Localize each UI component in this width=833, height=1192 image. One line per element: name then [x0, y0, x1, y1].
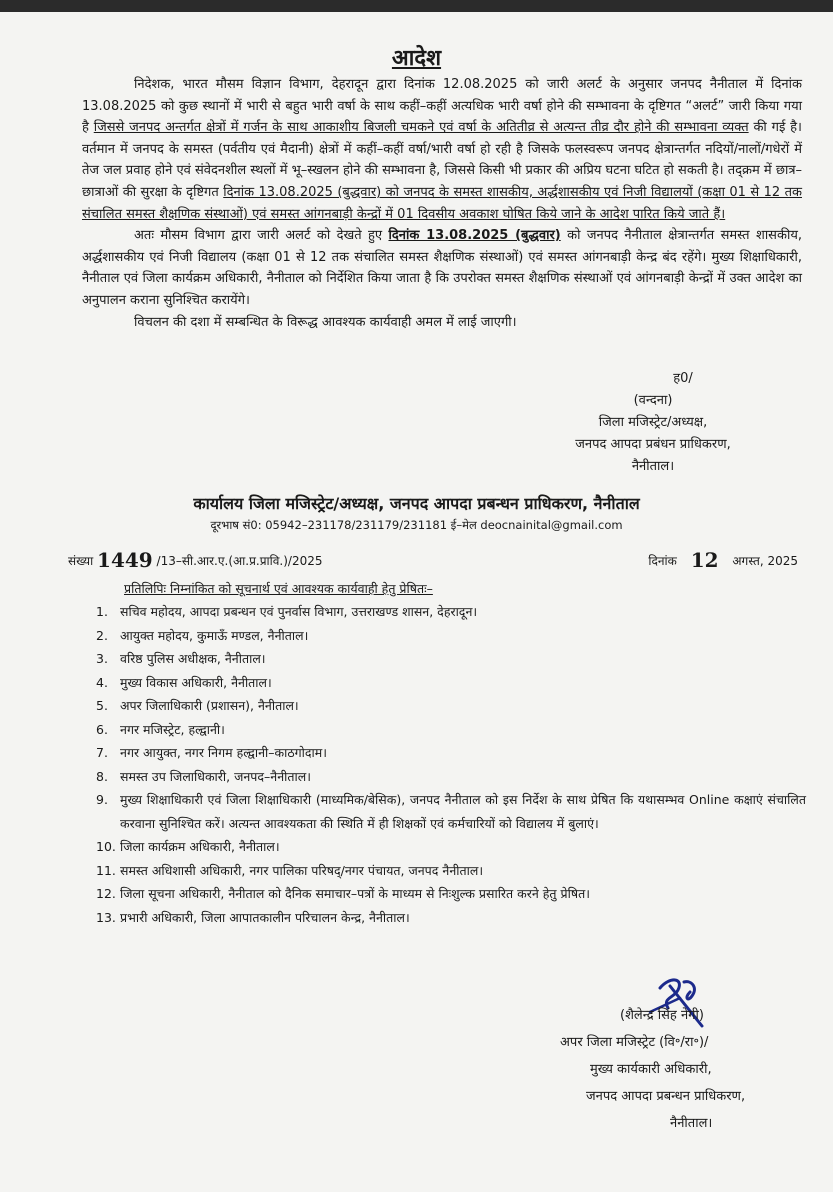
list-item: 1. सचिव महोदय, आपदा प्रबन्धन एवं पुनर्वास विभाग, उत्तराखण्ड शासन, देहरादून।	[96, 604, 478, 619]
date-rest: अगस्त, 2025	[732, 554, 798, 568]
list-item: 4. मुख्य विकास अधिकारी, नैनीताल।	[96, 674, 272, 690]
sig2-line4: नैनीताल।	[670, 1116, 713, 1131]
paragraph-2	[82, 225, 802, 311]
sig1-line4: जनपद आपदा प्रबंधन प्राधिकरण,	[575, 437, 731, 452]
sig1-line2: (वन्दना)	[633, 393, 673, 408]
date-label: दिनांक	[648, 554, 677, 568]
p1-part-a: निदेशक, भारत मौसम विज्ञान विभाग, देहरादून द्वारा दिनांक 12.08.2025 को जारी अलर्ट के अनुसार जनपद नैनीताल में दिनांक 13.08.2025 को कुछ स्थानों में भारी से बहुत भारी वर्षा के साथ कहीं–कहीं अत्यधिक भारी वर्षा होने की सम्भावना के दृष्टिगत “अलर्ट” जारी किया गया है	[82, 77, 802, 136]
sig1-line1: ह0/	[673, 371, 693, 386]
p2-part-b: दिनांक 13.08.2025 (बुद्धवार)	[388, 228, 561, 244]
paragraph-3: विचलन की दशा में सम्बन्धित के विरूद्ध आवश्यक कार्यवाही अमल में लाई जाएगी।	[134, 314, 517, 330]
top-edge	[0, 0, 833, 12]
office-heading: कार्यालय जिला मजिस्ट्रेट/अध्यक्ष, जनपद आपदा प्रबन्धन प्राधिकरण, नैनीताल	[193, 494, 640, 513]
list-item: 5. अपर जिलाधिकारी (प्रशासन), नैनीताल।	[96, 698, 299, 713]
p2-part-a: अतः मौसम विभाग द्वारा जारी अलर्ट को देखते हुए	[134, 228, 383, 244]
cc-heading: प्रतिलिपिः निम्नांकित को सूचनार्थ एवं आवश्यक कार्यवाही हेतु प्रेषितः–	[124, 581, 433, 596]
p2-part-c: को जनपद नैनीताल क्षेत्रान्तर्गत समस्त शासकीय, अर्द्धशासकीय एवं निजी विद्यालय (कक्षा 01 से 12 तक संचालित समस्त शैक्षणिक संस्थाओं) एवं समस्त आंगनबाड़ी केन्द्र बंद रहेंगे। मुख्य शिक्षाधिकारी, नैनीताल एवं जिला कार्यक्रम अधिकारी, नैनीताल को निर्देशित किया जाता है कि उपरोक्त समस्त शैक्षणिक संस्थाओं एवं आंगनबाड़ी केन्द्रों में उक्त आदेश का अनुपालन कराना सुनिश्चित करायेंगे।	[82, 228, 802, 308]
list-item: 10. जिला कार्यक्रम अधिकारी, नैनीताल।	[96, 839, 280, 854]
p1-part-c: की गई है। वर्तमान में जनपद के समस्त (पर्वतीय एवं मैदानी) क्षेत्रों में कहीं–कहीं वर्षा/भारी वर्षा हो रही है जिसके फलस्वरूप जनपद क्षेत्रान्तर्गत नदियों/नालों/गधेरों में तेज जल प्रवाह होने एवं संवेदनशील स्थलों में भू–स्खलन होने की सम्भावना है, जिससे किसी भी प्रकार की अप्रिय घटना घटित हो सकती है। तद्क्रम में छात्र–छात्राओं की सुरक्षा के दृष्टिगत	[82, 120, 802, 200]
list-item: 7. नगर आयुक्त, नगर निगम हल्द्वानी–काठगोदाम।	[96, 745, 327, 760]
sig1-line3: जिला मजिस्ट्रेट/अध्यक्ष,	[598, 415, 708, 430]
recipient-list	[96, 600, 806, 929]
ref-label: संख्या	[68, 554, 94, 568]
list-item: 13. प्रभारी अधिकारी, जिला आपातकालीन परिचालन केन्द्र, नैनीताल।	[96, 909, 410, 925]
ref-suffix: /13–सी.आर.ए.(आ.प्र.प्रावि.)/2025	[156, 554, 323, 568]
p1-part-b: जिससे जनपद अन्तर्गत क्षेत्रों में गर्जन के साथ आकाशीय बिजली चमकने एवं वर्षा के अतितीव्र से अत्यन्त तीव्र दौर होने की सम्भावना व्यक्त	[93, 120, 749, 136]
signatory-2-block	[560, 1002, 830, 1137]
sig2-line3: जनपद आपदा प्रबन्धन प्राधिकरण,	[586, 1089, 746, 1104]
order-document	[0, 12, 833, 1192]
list-item: 6. नगर मजिस्ट्रेट, हल्द्वानी।	[96, 721, 225, 737]
list-item: 12. जिला सूचना अधिकारी, नैनीताल को दैनिक समाचार–पत्रों के माध्यम से निःशुल्क प्रसारित करने हेतु प्रेषित।	[96, 886, 590, 901]
signatory-1-block	[523, 368, 783, 478]
document-title: आदेश	[391, 46, 442, 71]
reference-row	[68, 544, 798, 572]
sig2-name: (शैलेन्द्र सिंह नेगी)	[620, 1008, 704, 1023]
list-item: 11. समस्त अधिशासी अधिकारी, नगर पालिका परिषद्/नगर पंचायत, जनपद नैनीताल।	[96, 862, 484, 878]
reference-date	[648, 548, 798, 572]
date-day: 12	[690, 548, 719, 572]
ref-handwritten-number: 1449	[97, 548, 153, 572]
list-item: 9. मुख्य शिक्षाधिकारी एवं जिला शिक्षाधिकारी (माध्यमिक/बेसिक), जनपद नैनीताल को इस निर्देश के साथ प्रेषित कि यथासम्भव Online कक्षाएं संचालित करवाना सुनिश्चित करें। अत्यन्त आवश्यकता की स्थिति में ही शिक्षकों एवं कर्मचारियों को विद्यालय में बुलाएं।	[96, 792, 806, 831]
office-contact: दूरभाष सं0: 05942–231178/231179/231181 ई–मेल deocnainital@gmail.com	[210, 518, 623, 532]
list-item: 3. वरिष्ठ पुलिस अधीक्षक, नैनीताल।	[96, 651, 266, 666]
list-item: 8. समस्त उप जिलाधिकारी, जनपद–नैनीताल।	[96, 768, 311, 784]
list-item: 2. आयुक्त महोदय, कुमाऊँ मण्डल, नैनीताल।	[96, 627, 309, 643]
sig2-line2: मुख्य कार्यकारी अधिकारी,	[590, 1062, 712, 1077]
reference-number	[68, 548, 323, 572]
p1-part-d: दिनांक 13.08.2025 (बुद्धवार) को जनपद के समस्त शासकीय, अर्द्धशासकीय एवं निजी विद्यालयों (कक्षा 01 से 12 तक संचालित समस्त शैक्षणिक संस्थाओं) एवं समस्त आंगनबाड़ी केन्द्रों में 01 दिवसीय अवकाश घोषित किये जाने के आदेश पारित किये जाते हैं।	[82, 184, 802, 222]
sig1-line5: नैनीताल।	[631, 459, 675, 474]
sig2-line1: अपर जिला मजिस्ट्रेट (वि॰/रा॰)/	[560, 1035, 709, 1050]
paragraph-1	[82, 74, 802, 225]
order-body	[82, 74, 802, 333]
